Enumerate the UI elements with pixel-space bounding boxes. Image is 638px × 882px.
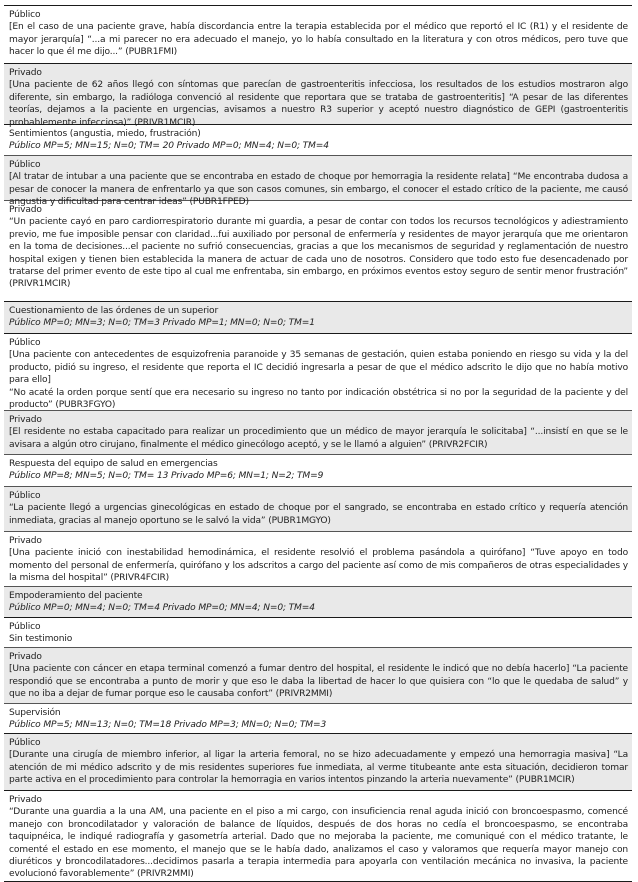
sector-label: Público (9, 622, 41, 632)
category-label: Empoderamiento del paciente (9, 591, 143, 601)
sector-label: Privado (9, 205, 42, 215)
testimony-row-publico (4, 333, 632, 410)
testimony-row-privado (4, 647, 632, 703)
category-stats: Público MP=0; MN=3; N=0; TM=3 Privado MP=1; MN=0; N=0; TM=1 (9, 318, 315, 329)
testimony-row-privado (4, 790, 632, 881)
sector-label: Privado (9, 652, 42, 662)
category-label: Cuestionamiento de las órdenes de un superior (9, 306, 219, 316)
category-label: Respuesta del equipo de salud en emergencias (9, 459, 218, 469)
category-label: Sentimientos (angustia, miedo, frustración) (9, 129, 201, 139)
sector-label: Público (9, 491, 41, 501)
category-stats: Público MP=5; MN=13; N=0; TM=18 Privado MP=3; MN=0; N=0; TM=3 (9, 720, 327, 731)
category-row-cuestionamiento (4, 301, 632, 333)
testimony-text: [En el caso de una paciente grave, había discordancia entre la terapia establecida por el médico que reportó el IC (R1) y el residente de mayor jerarquía] “...a mi parecer no era adecuado el manejo, yo lo había consultado en la literatura y con otros médicos, pero tuve que hacer lo que él me dijo...” (PUBR1FMI) (9, 22, 628, 58)
testimony-row-publico (4, 617, 632, 647)
sector-label: Público (9, 738, 41, 748)
testimony-text: [Una paciente inició con inestabilidad hemodinámica, el residente resolvió el problema pasándola a quirófano] “Tuve apoyo en todo momento del personal de enfermería, quirófano y los adscritos a cargo del paciente así como de mis compañeros de otras especialidades y la misma del hospital” (PRIVR4FCIR) (9, 548, 628, 584)
sector-label: Privado (9, 795, 42, 805)
category-row-empoderamiento (4, 586, 632, 617)
category-row-supervision (4, 703, 632, 733)
testimony-row-publico (4, 486, 632, 531)
category-row-sentimientos (4, 124, 632, 155)
category-stats: Público MP=8; MN=5; N=0; TM= 13 Privado MP=6; MN=1; N=2; TM=9 (9, 471, 324, 482)
testimony-text: “La paciente llegó a urgencias ginecológicas en estado de choque por el sangrado, se encontraba en estado crítico y requería atención inmediata, gracias al manejo oportuno se le salvó la vida” (PUBR1MGYO) (9, 503, 628, 526)
sector-label: Público (9, 10, 41, 20)
sector-label: Público (9, 338, 41, 348)
testimony-quote: “No acaté la orden porque sentí que era necesario su ingreso no tanto por indicación obstétrica si no por la seguridad de la paciente y del producto” (PUBR3FGYO) (9, 387, 628, 411)
category-stats: Público MP=5; MN=15; N=0; TM= 20 Privado MP=0; MN=4; N=0; TM=4 (9, 141, 329, 152)
testimony-text: [Una paciente con antecedentes de esquizofrenia paranoide y 35 semanas de gestación, quien estaba poniendo en riesgo su vida y la del producto, pidió su ingreso, el residente que reporta el IC decidió ingresarla a pesar de que el médico adscrito le dijo que no había motivo para ello] (9, 350, 628, 386)
sector-label: Privado (9, 536, 42, 546)
testimony-row-privado (4, 531, 632, 586)
testimony-row-privado (4, 410, 632, 454)
testimony-text: [Al tratar de intubar a una paciente que se encontraba en estado de choque por hemorragia la residente relata] “Me encontraba dudosa a pesar de conocer la manera de enfrentarlo ya que son casos comunes, sin embargo, el conocer el estado crítico de la paciente, me causó angustia y dificultad para centrar ideas” (PUBR1FPED) (9, 172, 628, 208)
sector-label: Público (9, 160, 41, 170)
testimony-text: Sin testimonio (9, 634, 73, 645)
sector-label: Privado (9, 415, 42, 425)
testimony-row-publico (4, 155, 632, 208)
testimony-text: “Un paciente cayó en paro cardiorrespiratorio durante mi guardia, a pesar de contar con todos los recursos tecnológicos y adiestramiento previo, me fue imposible pensar con claridad...fui auxiliado por personal de enfermería y residentes de mayor jerarquía que me orientaron en la toma de decisiones...el paciente no sufrió consecuencias, gracias a que los mecanismos de seguridad y reglamentación de nuestro hospital exigen y tienen bien establecida la manera de actuar de cada uno de nosotros. Considero que todo esto fue desencadenado por tratarse del primer evento de este tipo al cual me enfrentaba, sin embargo, en próximos eventos estoy seguro de sentir menor frustración” (PRIVR1MCIR) (9, 217, 628, 290)
testimony-text: [Durante una cirugía de miembro inferior, al ligar la arteria femoral, no se hizo adecuadamente y empezó una hemorragia masiva] “La atención de mi médico adscrito y de mis residentes superiores fue inmediata, al verme titubeante ante esta situación, decidieron tomar parte activa en el procedimiento para controlar la hemorragia en varios intentos pinzando la arteria nuevamente” (PUBR1MCIR) (9, 750, 628, 786)
testimony-row-privado (4, 200, 632, 301)
sector-label: Privado (9, 68, 42, 78)
category-row-respuesta (4, 454, 632, 486)
category-stats: Público MP=0; MN=4; N=0; TM=4 Privado MP=0; MN=4; N=0; TM=4 (9, 603, 315, 614)
testimony-text: “Durante una guardia a la una AM, una paciente en el piso a mi cargo, con insuficiencia renal aguda inició con broncoespasmo, comencé manejo con broncodilatador y valoración de balance de líquidos, después de dos horas no cedía el broncoespasmo, se encontraba taquipnéica, le indiqué radiografía y gasometría arterial. Dado que no mejoraba la paciente, me comuniqué con el médico tratante, le comenté el estado en ese momento, el manejo que se le había dado, analizamos el caso y valoramos que requería mayor manejo con diuréticos y broncodilatadores...decidimos pasarla a terapia intermedia para apoyarla con ventilación mecánica no invasiva, la paciente evolucionó favorablemente” (PRIVR2MMI) (9, 807, 628, 880)
testimony-row-privado (4, 63, 632, 128)
testimony-row-publico (4, 6, 632, 63)
category-label: Supervisión (9, 708, 61, 718)
testimony-text: [El residente no estaba capacitado para realizar un procedimiento que un médico de mayor jerarquía le solicitaba] “...insistí en que se le avisara a algún otro cirujano, finalmente el médico ginecólogo aceptó, y se le llamó a alguien” (PRIVR2FCIR) (9, 427, 628, 450)
qualitative-results-table (4, 5, 632, 882)
testimony-text: [Una paciente con cáncer en etapa terminal comenzó a fumar dentro del hospital, el residente le indicó que no debía hacerlo] “La paciente respondió que se encontraba a punto de morir y que eso le daba la libertad de hacer lo que quisiera con “lo que le quedaba de salud” y que no iba a dejar de fumar porque eso le causaba confort” (PRIVR2MMI) (9, 664, 628, 700)
testimony-row-publico (4, 733, 632, 790)
testimony-text: [Una paciente de 62 años llegó con síntomas que parecían de gastroenteritis infecciosa, los resultados de los estudios mostraron algo diferente, sin embargo, la radióloga convenció al residente que reportara que se trataba de gastroenteritis] “A pesar de las diferentes teorías, dejamos a la paciente en urgencias, avisamos a nuestro R3 superior y aceptó nuestro diagnóstico de GEPI (gastroenteritis probablemente infecciosa)” (PRIVR1MCIR) (9, 80, 628, 128)
